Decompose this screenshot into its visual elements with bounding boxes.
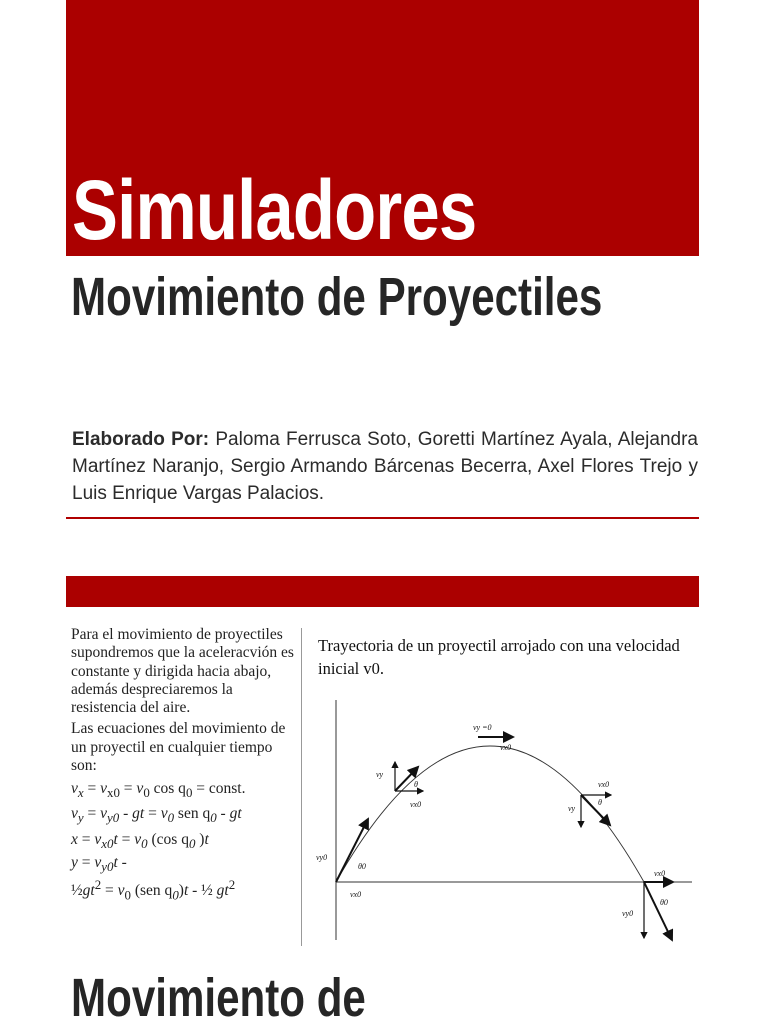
- equation-y: $y = v_{y0}t$ - $\frac{1}{2}gt^2 = v_0$ (sen $q_0)t$ - ½ $gt^2$: [71, 853, 236, 902]
- equation-vy: $v_y = v_{y0}$ - gt = $v_0$ sen $q_0$ - gt: [71, 805, 242, 826]
- label-vx0-apex: vx0: [500, 743, 512, 752]
- label-vy-zero: vy =0: [473, 723, 492, 732]
- label-vx0-falling: vx0: [598, 780, 610, 789]
- authors-paragraph: [72, 426, 698, 507]
- equations-intro: Las ecuaciones del movimiento de un proyectil en cualquier tiempo son:: [71, 720, 286, 775]
- page-subtitle: Movimiento de Proyectiles: [71, 267, 603, 327]
- label-vy0-start: vy0: [316, 853, 328, 862]
- equation-vx: $v_x = v_{x0} = v_0$ $\cos q_0$ = const.: [71, 780, 246, 801]
- velocity-arrow-landing: [644, 882, 672, 940]
- equation-x: $x = v_{x0}t = v_0$ (cos $q_0$ )t: [71, 830, 209, 851]
- label-vx0-landing: vx0: [654, 869, 666, 878]
- section-banner: [66, 576, 699, 607]
- authors-label: Elaborado Por:: [72, 429, 210, 450]
- label-theta0-landing: θ0: [660, 898, 668, 907]
- figure-caption: Trayectoria de un proyectil arrojado con una velocidad inicial v0.: [318, 636, 680, 678]
- label-vx0-rising: vx0: [410, 800, 422, 809]
- label-vy-rising: vy: [376, 770, 384, 779]
- explanation-column: [71, 626, 299, 904]
- label-vx0-start: vx0: [350, 890, 362, 899]
- column-divider: [301, 628, 302, 946]
- intro-text: Para el movimiento de proyectiles supondremos que la aceleracvión es constante y dirigida hacia abajo, además despreciaremos la resistencia del aire.: [71, 626, 294, 717]
- page-title: Simuladores: [72, 163, 477, 257]
- section-divider: [66, 517, 699, 519]
- label-theta0-start: θ0: [358, 862, 366, 871]
- label-theta-rising: θ: [414, 780, 418, 789]
- label-vy0-landing: vy0: [622, 909, 634, 918]
- label-theta-falling: θ: [598, 798, 602, 807]
- initial-velocity-arrow: [336, 819, 368, 882]
- authors-names: Paloma Ferrusca Soto, Goretti Martínez Ayala, Alejandra Martínez Naranjo, Sergio Armando Bárcenas Becerra, Axel Flores Trejo y Luis Enrique Vargas Palacios.: [72, 429, 699, 504]
- label-vy-falling: vy: [568, 804, 576, 813]
- projectile-trajectory-diagram: [310, 695, 700, 950]
- next-section-title: Movimiento de: [71, 968, 366, 1028]
- velocity-arrow-falling: [581, 795, 610, 825]
- trajectory-curve: [336, 746, 644, 882]
